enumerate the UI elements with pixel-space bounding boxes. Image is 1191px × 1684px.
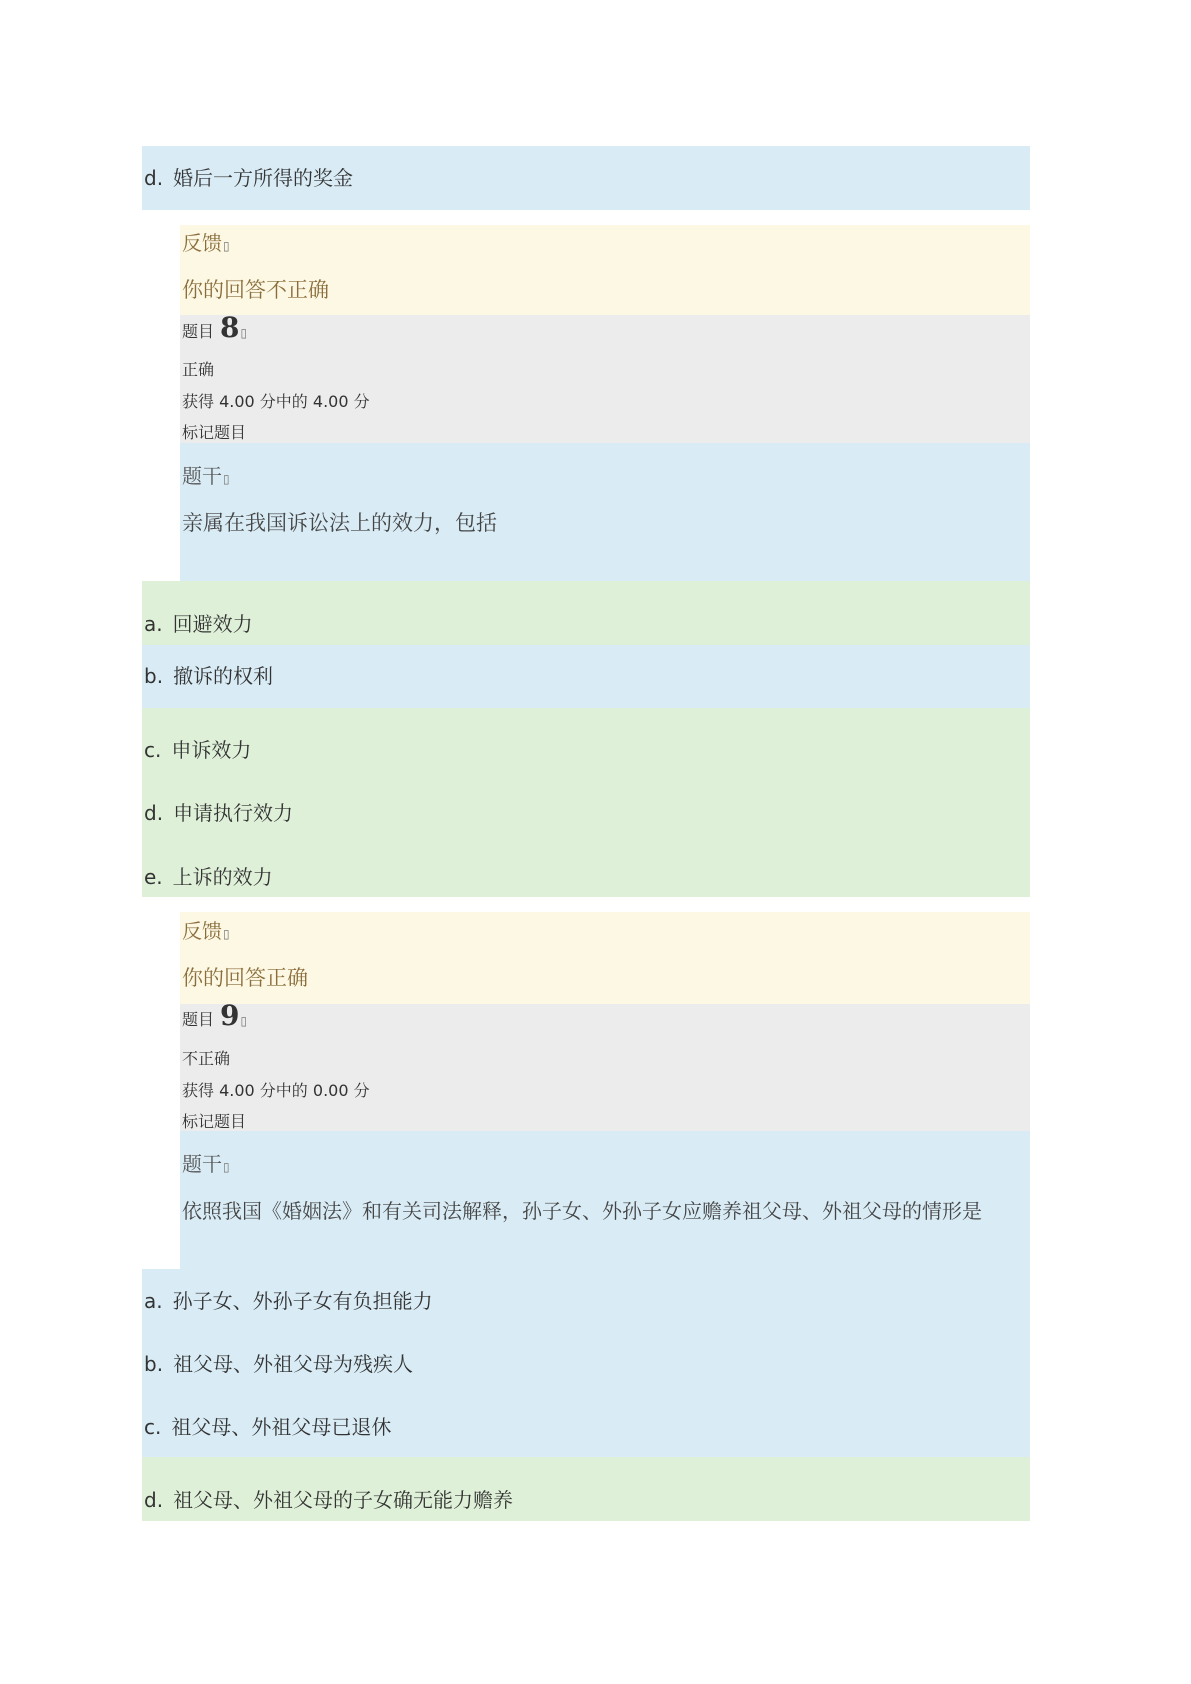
question-grade-9: 获得 4.00 分中的 0.00 分 xyxy=(182,1081,370,1100)
stem-text-8: 亲属在我国诉讼法上的效力，包括 xyxy=(182,511,497,535)
flag-question-9[interactable]: 标记题目 xyxy=(182,1112,247,1131)
question-info-box-9 xyxy=(180,1004,1030,1131)
glyph-icon: ▯ xyxy=(223,239,230,253)
question-state-9: 不正确 xyxy=(182,1049,231,1068)
stem-title-8: 题干▯ xyxy=(182,464,230,488)
question-number-9: 题目 9▯ xyxy=(182,999,248,1032)
feedback-title: 反馈▯ xyxy=(182,231,230,255)
option-9b: b. 祖父母、外祖父母为残疾人 xyxy=(144,1352,414,1376)
question-state-8: 正确 xyxy=(182,360,215,379)
glyph-icon: ▯ xyxy=(223,927,230,941)
option-8c: c. 申诉效力 xyxy=(144,738,252,762)
option-row-8c[interactable] xyxy=(142,708,1030,772)
option-8a: a. 回避效力 xyxy=(144,612,253,636)
option-letter: d. xyxy=(144,166,164,190)
stem-text-9: 依照我国《婚姻法》和有关司法解释，孙子女、外孙子女应赡养祖父母、外祖父母的情形是 xyxy=(182,1199,982,1223)
option-row-8e[interactable] xyxy=(142,836,1030,897)
stem-title-9: 题干▯ xyxy=(182,1152,230,1176)
option-9d: d. 祖父母、外祖父母的子女确无能力赡养 xyxy=(144,1488,514,1512)
option-8e: e. 上诉的效力 xyxy=(144,865,273,889)
option-9c: c. 祖父母、外祖父母已退休 xyxy=(144,1415,392,1439)
glyph-icon: ▯ xyxy=(223,1160,230,1174)
feedback-title-8: 反馈▯ xyxy=(182,919,230,943)
glyph-icon: ▯ xyxy=(240,326,248,340)
option-8d: d. 申请执行效力 xyxy=(144,801,294,825)
glyph-icon: ▯ xyxy=(240,1014,248,1028)
question-number-8: 题目 8▯ xyxy=(182,311,248,344)
question-grade-8: 获得 4.00 分中的 4.00 分 xyxy=(182,392,370,411)
question-info-box-8 xyxy=(180,315,1030,443)
option-8b: b. 撤诉的权利 xyxy=(144,664,274,688)
glyph-icon: ▯ xyxy=(223,472,230,486)
option-row-8a[interactable] xyxy=(142,581,1030,645)
option-text: 婚后一方所得的奖金 xyxy=(173,166,354,190)
flag-question-8[interactable]: 标记题目 xyxy=(182,423,247,442)
option-row-8b[interactable] xyxy=(142,645,1030,708)
option-9a: a. 孙子女、外孙子女有负担能力 xyxy=(144,1289,433,1313)
feedback-text-8: 你的回答正确 xyxy=(182,966,308,990)
feedback-text: 你的回答不正确 xyxy=(182,278,329,302)
option-prev-d xyxy=(144,166,353,190)
